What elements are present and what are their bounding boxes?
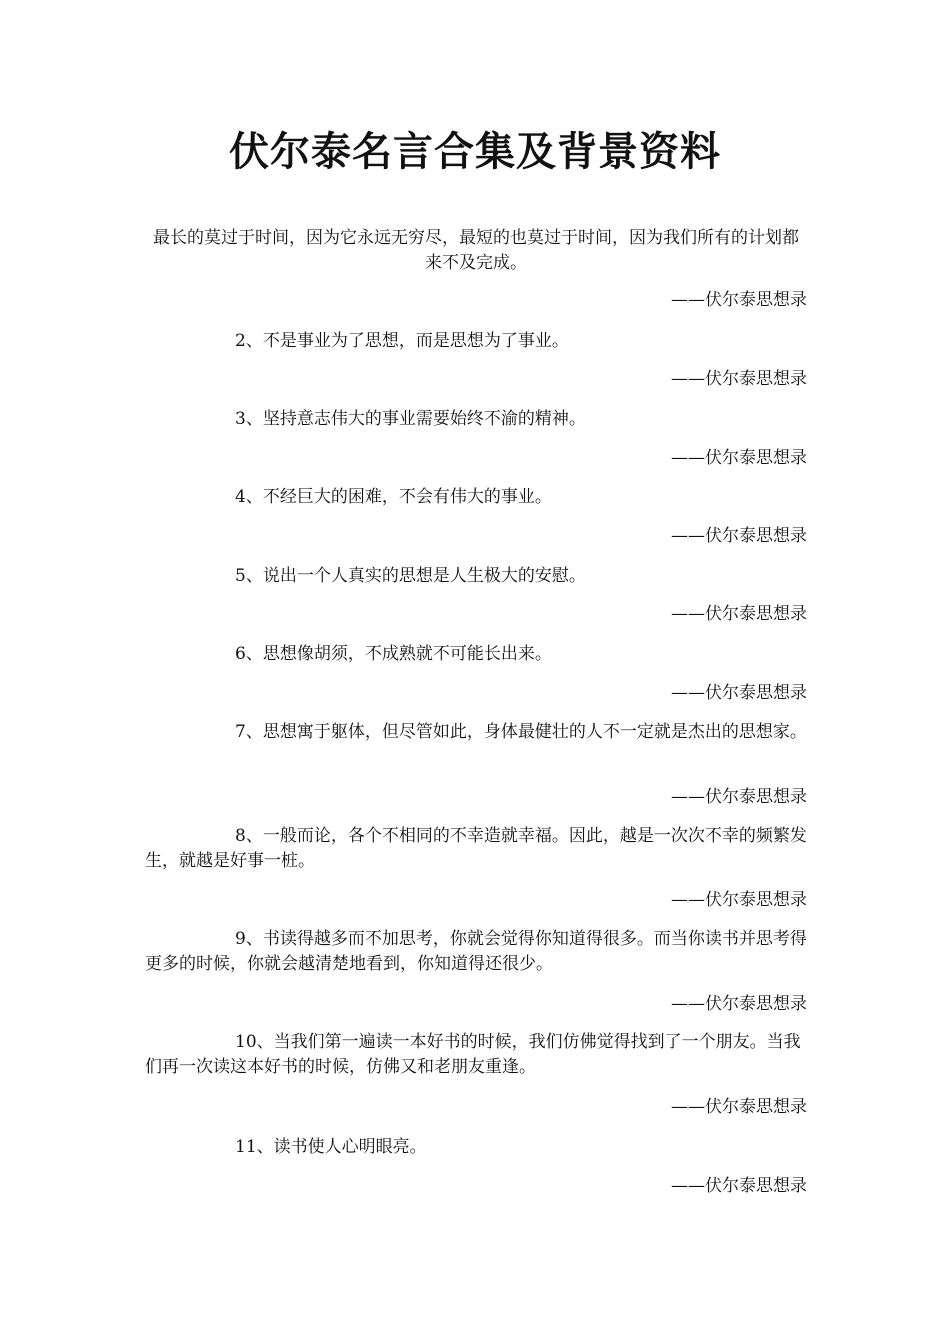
quote-1: 最长的莫过于时间，因为它永远无穷尽，最短的也莫过于时间，因为我们所有的计划都来不及完成。 <box>153 228 799 273</box>
quote-2: 2、不是事业为了思想，而是思想为了事业。 <box>235 331 569 351</box>
attribution-4: ——伏尔泰思想录 <box>671 526 807 546</box>
quote-11: 11、读书使人心明眼亮。 <box>235 1137 427 1157</box>
attribution-7: ——伏尔泰思想录 <box>671 787 807 807</box>
quote-4: 4、不经巨大的困难，不会有伟大的事业。 <box>235 487 552 507</box>
attribution-1: ——伏尔泰思想录 <box>671 290 807 310</box>
quote-8: 8、一般而论，各个不相同的不幸造就幸福。因此，越是一次次不幸的频繁发生，就越是好事一桩。 <box>145 826 807 871</box>
quote-9: 9、书读得越多而不加思考，你就会觉得你知道得很多。而当你读书并思考得更多的时候，你就会越清楚地看到，你知道得还很少。 <box>145 929 807 974</box>
quote-6: 6、思想像胡须，不成熟就不可能长出来。 <box>235 644 552 664</box>
attribution-10: ——伏尔泰思想录 <box>671 1097 807 1117</box>
quote-5: 5、说出一个人真实的思想是人生极大的安慰。 <box>235 566 586 586</box>
quote-7: 7、思想寓于躯体，但尽管如此，身体最健壮的人不一定就是杰出的思想家。 <box>235 722 807 742</box>
quote-10: 10、当我们第一遍读一本好书的时候，我们仿佛觉得找到了一个朋友。当我们再一次读这本好书的时候，仿佛又和老朋友重逢。 <box>145 1032 801 1077</box>
attribution-3: ——伏尔泰思想录 <box>671 448 807 468</box>
quote-3: 3、坚持意志伟大的事业需要始终不渝的精神。 <box>235 409 586 429</box>
attribution-5: ——伏尔泰思想录 <box>671 604 807 624</box>
attribution-11: ——伏尔泰思想录 <box>671 1176 807 1196</box>
attribution-9: ——伏尔泰思想录 <box>671 994 807 1014</box>
document-title: 伏尔泰名言合集及背景资料 <box>229 128 721 175</box>
attribution-6: ——伏尔泰思想录 <box>671 683 807 703</box>
attribution-2: ——伏尔泰思想录 <box>671 369 807 389</box>
attribution-8: ——伏尔泰思想录 <box>671 890 807 910</box>
